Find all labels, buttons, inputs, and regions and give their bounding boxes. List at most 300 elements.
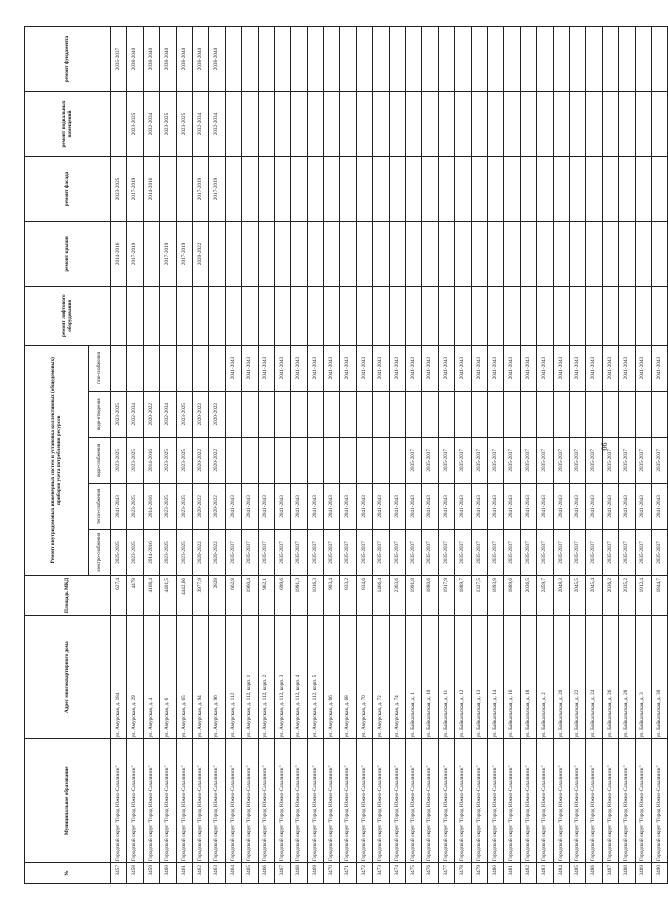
cell-number: 3457 [111, 863, 127, 884]
cell-gas: 2041-2043 [373, 345, 389, 391]
cell-municipality: Городской округ "Город Южно-Сахалинск" [274, 739, 290, 863]
cell-basement [438, 92, 454, 157]
table-row [651, 27, 667, 884]
cell-heating: 2041-2043 [635, 483, 651, 529]
cell-elevator [160, 286, 176, 345]
cell-elevator [406, 286, 422, 345]
cell-municipality: Городской округ "Город Южно-Сахалинск" [258, 739, 274, 863]
cell-heating: 2041-2043 [422, 483, 438, 529]
cell-facade [455, 156, 471, 221]
table-row [307, 27, 323, 884]
cell-number: 3483 [537, 863, 553, 884]
cell-address: ул. Амурская, д. 66 [324, 615, 340, 739]
cell-municipality: Городской округ "Город Южно-Сахалинск" [340, 739, 356, 863]
cell-water [225, 437, 241, 483]
cell-gas: 2041-2043 [258, 345, 274, 391]
cell-area: 4442,66 [176, 576, 192, 616]
cell-heating: 2041-2043 [487, 483, 503, 529]
cell-foundation [225, 27, 241, 92]
cell-facade [537, 156, 553, 221]
cell-water: 2035-2037 [553, 437, 569, 483]
cell-heating: 2041-2043 [520, 483, 536, 529]
table-row [127, 27, 143, 884]
cell-sewerage [537, 391, 553, 437]
cell-heating: 2023-2025 [127, 483, 143, 529]
cell-facade [258, 156, 274, 221]
table-row [619, 27, 635, 884]
col-header-area: Площадь МКД [25, 576, 111, 616]
table-row [553, 27, 569, 884]
cell-water: 2035-2037 [537, 437, 553, 483]
cell-number: 3477 [438, 863, 454, 884]
cell-number: 3463 [209, 863, 225, 884]
cell-facade [225, 156, 241, 221]
cell-water [373, 437, 389, 483]
cell-number: 3459 [143, 863, 159, 884]
cell-address: ул. Байкальская, д. 24 [586, 615, 602, 739]
cell-foundation [504, 27, 520, 92]
cell-basement: 2032-2034 [192, 92, 208, 157]
cell-area: 1991,8 [406, 576, 422, 616]
cell-sewerage: 2032-2034 [160, 391, 176, 437]
cell-sewerage: 2023-2025 [111, 391, 127, 437]
cell-foundation [553, 27, 569, 92]
cell-foundation [389, 27, 405, 92]
cell-area: 903,4 [324, 576, 340, 616]
cell-heating: 2041-2043 [553, 483, 569, 529]
cell-municipality: Городской округ "Город Южно-Сахалинск" [602, 739, 618, 863]
cell-foundation: 2038-2040 [176, 27, 192, 92]
cell-gas [127, 345, 143, 391]
cell-address: ул. Байкальская, д. 16 [504, 615, 520, 739]
cell-basement [225, 92, 241, 157]
cell-facade [242, 156, 258, 221]
cell-basement [291, 92, 307, 157]
col-header-municipality: Муниципальное образование [25, 739, 111, 863]
cell-address: ул. Байкальская, д. 28 [619, 615, 635, 739]
cell-address: ул. Байкальская, д. 1 [406, 615, 422, 739]
cell-water: 2035-2037 [520, 437, 536, 483]
cell-water: 2035-2037 [455, 437, 471, 483]
cell-electricity: 2035-2037 [619, 529, 635, 575]
cell-address: ул. Байкальская, д. 10 [422, 615, 438, 739]
cell-sewerage [619, 391, 635, 437]
cell-foundation: 2038-2040 [192, 27, 208, 92]
cell-water [356, 437, 372, 483]
cell-address: ул. Амурская, д. 70 [356, 615, 372, 739]
cell-address: ул. Байкальская, д. 22 [569, 615, 585, 739]
cell-electricity: 2020-2022 [192, 529, 208, 575]
cell-elevator [176, 286, 192, 345]
cell-water: 2035-2037 [651, 437, 667, 483]
cell-facade [619, 156, 635, 221]
cell-electricity: 2035-2037 [340, 529, 356, 575]
cell-roof [340, 221, 356, 286]
cell-sewerage [340, 391, 356, 437]
cell-roof [635, 221, 651, 286]
cell-area: 2363,6 [389, 576, 405, 616]
cell-address: ул. Амурская, д. 29 [127, 615, 143, 739]
table-row [176, 27, 192, 884]
cell-water: 2035-2037 [602, 437, 618, 483]
cell-area: 2048,3 [553, 576, 569, 616]
cell-heating: 2041-2043 [389, 483, 405, 529]
cell-area: 2828 [209, 576, 225, 616]
cell-electricity: 2035-2037 [258, 529, 274, 575]
cell-gas: 2041-2043 [242, 345, 258, 391]
cell-elevator [127, 286, 143, 345]
cell-water: 2023-2025 [176, 437, 192, 483]
cell-gas: 2041-2043 [602, 345, 618, 391]
cell-electricity: 2035-2037 [553, 529, 569, 575]
cell-address: ул. Амурская, д. 112, корп. 3 [274, 615, 290, 739]
table-row [356, 27, 372, 884]
cell-foundation [438, 27, 454, 92]
cell-electricity: 2023-2025 [176, 529, 192, 575]
cell-area: 662,8 [225, 576, 241, 616]
cell-municipality: Городской округ "Город Южно-Сахалинск" [111, 739, 127, 863]
cell-electricity: 2035-2037 [455, 529, 471, 575]
cell-roof: 2017-2019 [127, 221, 143, 286]
cell-facade [635, 156, 651, 221]
cell-electricity: 2035-2037 [651, 529, 667, 575]
cell-sewerage [635, 391, 651, 437]
cell-area: 3977,9 [192, 576, 208, 616]
cell-gas: 2041-2043 [553, 345, 569, 391]
cell-number: 3479 [471, 863, 487, 884]
cell-electricity: 2035-2037 [487, 529, 503, 575]
cell-roof [274, 221, 290, 286]
cell-number: 3474 [389, 863, 405, 884]
table-row [291, 27, 307, 884]
cell-sewerage: 2032-2034 [127, 391, 143, 437]
cell-foundation [471, 27, 487, 92]
cell-elevator [209, 286, 225, 345]
cell-area: 1960,4 [242, 576, 258, 616]
table-row [160, 27, 176, 884]
cell-basement: 2032-2034 [143, 92, 159, 157]
cell-sewerage: 2020-2022 [143, 391, 159, 437]
cell-municipality: Городской округ "Город Южно-Сахалинск" [242, 739, 258, 863]
cell-heating: 2041-2043 [471, 483, 487, 529]
cell-roof [520, 221, 536, 286]
cell-elevator [225, 286, 241, 345]
cell-roof [291, 221, 307, 286]
cell-heating: 2041-2043 [602, 483, 618, 529]
cell-basement [487, 92, 503, 157]
cell-sewerage [471, 391, 487, 437]
cell-electricity: 2035-2037 [422, 529, 438, 575]
cell-roof [651, 221, 667, 286]
cell-address: ул. Байкальская, д. 14 [487, 615, 503, 739]
cell-gas: 2041-2043 [422, 345, 438, 391]
table-row [504, 27, 520, 884]
cell-basement [602, 92, 618, 157]
cell-sewerage: 2023-2025 [176, 391, 192, 437]
cell-gas: 2041-2043 [651, 345, 667, 391]
cell-area: 627,4 [111, 576, 127, 616]
cell-facade [324, 156, 340, 221]
table-row [537, 27, 553, 884]
cell-number: 3478 [455, 863, 471, 884]
cell-gas: 2041-2043 [635, 345, 651, 391]
cell-heating: 2041-2043 [569, 483, 585, 529]
cell-elevator [291, 286, 307, 345]
cell-address: ул. Байкальская, д. 18 [520, 615, 536, 739]
cell-roof: 2014-2016 [111, 221, 127, 286]
cell-roof [258, 221, 274, 286]
cell-sewerage [553, 391, 569, 437]
cell-area: 1844,7 [651, 576, 667, 616]
cell-elevator [307, 286, 323, 345]
cell-address: ул. Амурская, д. 112 [225, 615, 241, 739]
cell-elevator [487, 286, 503, 345]
col-header-roof: ремонт крыши [25, 221, 111, 286]
cell-municipality: Городской округ "Город Южно-Сахалинск" [422, 739, 438, 863]
cell-municipality: Городской округ "Город Южно-Сахалинск" [160, 739, 176, 863]
cell-area: 2045,5 [569, 576, 585, 616]
cell-elevator [438, 286, 454, 345]
cell-gas: 2041-2043 [586, 345, 602, 391]
cell-municipality: Городской округ "Город Южно-Сахалинск" [143, 739, 159, 863]
cell-facade [307, 156, 323, 221]
cell-basement [324, 92, 340, 157]
cell-basement [586, 92, 602, 157]
cell-facade [586, 156, 602, 221]
cell-basement [307, 92, 323, 157]
cell-foundation [324, 27, 340, 92]
cell-facade [438, 156, 454, 221]
cell-gas: 2041-2043 [225, 345, 241, 391]
cell-roof [487, 221, 503, 286]
capital-repair-table [24, 26, 668, 884]
cell-water: 2023-2025 [160, 437, 176, 483]
cell-heating: 2041-2043 [438, 483, 454, 529]
table-row [274, 27, 290, 884]
cell-facade [389, 156, 405, 221]
cell-address: ул. Байкальская, д. 11 [438, 615, 454, 739]
cell-number: 3465 [242, 863, 258, 884]
cell-basement: 2023-2025 [160, 92, 176, 157]
cell-number: 3489 [635, 863, 651, 884]
cell-roof [553, 221, 569, 286]
cell-water: 2035-2037 [471, 437, 487, 483]
cell-area: 833,2 [340, 576, 356, 616]
cell-address: ул. Амурская, д. 72 [373, 615, 389, 739]
col-header-repair-group: Ремонт внутридомовых инженерных систем и установка коллективных (общедомовых) приборов учета потребления ресурсов [25, 345, 89, 576]
cell-sewerage [569, 391, 585, 437]
cell-electricity: 2035-2037 [520, 529, 536, 575]
cell-heating: 2041-2043 [242, 483, 258, 529]
cell-elevator [553, 286, 569, 345]
cell-number: 3469 [307, 863, 323, 884]
cell-heating: 2041-2043 [274, 483, 290, 529]
cell-sewerage [291, 391, 307, 437]
cell-facade [651, 156, 667, 221]
cell-facade: 2017-2019 [209, 156, 225, 221]
table-row [406, 27, 422, 884]
cell-roof [504, 221, 520, 286]
cell-elevator [619, 286, 635, 345]
cell-foundation [356, 27, 372, 92]
cell-heating: 2041-2043 [356, 483, 372, 529]
cell-address: ул. Байкальская, д. 12 [455, 615, 471, 739]
table-row [602, 27, 618, 884]
table-row [373, 27, 389, 884]
cell-number: 3490 [651, 863, 667, 884]
cell-roof [471, 221, 487, 286]
document-sheet [24, 26, 662, 884]
cell-sewerage [324, 391, 340, 437]
cell-heating: 2041-2043 [291, 483, 307, 529]
cell-area: 1327,5 [471, 576, 487, 616]
cell-address: ул. Байкальская, д. 26 [602, 615, 618, 739]
cell-gas: 2041-2043 [356, 345, 372, 391]
cell-address: ул. Амурская, д. 112, корп. 5 [307, 615, 323, 739]
cell-municipality: Городской округ "Город Южно-Сахалинск" [504, 739, 520, 863]
cell-basement [274, 92, 290, 157]
cell-area: 1889,7 [455, 576, 471, 616]
cell-address: ул. Амурская, д. 6 [160, 615, 176, 739]
cell-gas: 2041-2043 [569, 345, 585, 391]
cell-heating: 2041-2043 [373, 483, 389, 529]
table-row [520, 27, 536, 884]
cell-gas: 2041-2043 [471, 345, 487, 391]
cell-basement [242, 92, 258, 157]
cell-municipality: Городской округ "Город Южно-Сахалинск" [225, 739, 241, 863]
cell-electricity: 2035-2037 [274, 529, 290, 575]
cell-roof [242, 221, 258, 286]
cell-electricity: 2035-2037 [356, 529, 372, 575]
cell-elevator [422, 286, 438, 345]
cell-municipality: Городской округ "Город Южно-Сахалинск" [619, 739, 635, 863]
cell-elevator [520, 286, 536, 345]
cell-heating: 2023-2025 [176, 483, 192, 529]
cell-facade [373, 156, 389, 221]
cell-water: 2035-2037 [569, 437, 585, 483]
cell-foundation [635, 27, 651, 92]
cell-water: 2035-2037 [406, 437, 422, 483]
cell-elevator [356, 286, 372, 345]
cell-water [291, 437, 307, 483]
cell-water: 2020-2022 [209, 437, 225, 483]
cell-electricity: 2025-2025 [111, 529, 127, 575]
cell-municipality: Городской округ "Город Южно-Сахалинск" [406, 739, 422, 863]
cell-address: ул. Байкальская, д. 2 [537, 615, 553, 739]
cell-municipality: Городской округ "Город Южно-Сахалинск" [586, 739, 602, 863]
cell-heating: 2014-2016 [143, 483, 159, 529]
cell-foundation: 2038-2040 [209, 27, 225, 92]
cell-elevator [504, 286, 520, 345]
cell-area: 1889,6 [504, 576, 520, 616]
cell-gas: 2041-2043 [520, 345, 536, 391]
cell-roof [586, 221, 602, 286]
cell-elevator [274, 286, 290, 345]
cell-foundation: 2038-2040 [127, 27, 143, 92]
cell-gas [176, 345, 192, 391]
cell-electricity: 2035-2037 [307, 529, 323, 575]
cell-electricity: 2035-2037 [406, 529, 422, 575]
table-row [324, 27, 340, 884]
cell-number: 3480 [487, 863, 503, 884]
cell-number: 3485 [569, 863, 585, 884]
table-row [471, 27, 487, 884]
cell-gas [143, 345, 159, 391]
cell-sewerage [455, 391, 471, 437]
cell-address: ул. Байкальская, д. 20 [553, 615, 569, 739]
rotated-table-container [24, 26, 662, 884]
cell-elevator [455, 286, 471, 345]
cell-foundation [422, 27, 438, 92]
cell-water: 2014-2016 [143, 437, 159, 483]
cell-municipality: Городской округ "Город Южно-Сахалинск" [553, 739, 569, 863]
cell-facade [176, 156, 192, 221]
cell-electricity: 2035-2037 [569, 529, 585, 575]
cell-facade: 2014-2016 [143, 156, 159, 221]
cell-foundation [307, 27, 323, 92]
cell-basement [651, 92, 667, 157]
cell-elevator [143, 286, 159, 345]
cell-electricity: 2035-2037 [504, 529, 520, 575]
cell-gas [192, 345, 208, 391]
cell-number: 3466 [258, 863, 274, 884]
cell-heating: 2041-2043 [537, 483, 553, 529]
col-header-water: водо-снабжения [89, 437, 111, 483]
cell-heating: 2041-2043 [651, 483, 667, 529]
cell-heating: 2041-2043 [258, 483, 274, 529]
cell-facade: 2023-2025 [111, 156, 127, 221]
cell-foundation [340, 27, 356, 92]
cell-municipality: Городской округ "Город Южно-Сахалинск" [520, 739, 536, 863]
cell-electricity: 2035-2037 [389, 529, 405, 575]
cell-heating: 2041-2043 [324, 483, 340, 529]
cell-roof [406, 221, 422, 286]
cell-gas: 2041-2043 [274, 345, 290, 391]
cell-gas: 2041-2043 [406, 345, 422, 391]
cell-facade [274, 156, 290, 221]
cell-number: 3488 [619, 863, 635, 884]
cell-heating: 2023-2025 [160, 483, 176, 529]
cell-water: 2023-2025 [127, 437, 143, 483]
cell-water [258, 437, 274, 483]
cell-municipality: Городской округ "Город Южно-Сахалинск" [373, 739, 389, 863]
cell-sewerage: 2020-2022 [192, 391, 208, 437]
col-header-basement: ремонт подвальных помещений [25, 92, 111, 157]
cell-gas: 2041-2043 [537, 345, 553, 391]
cell-municipality: Городской округ "Город Южно-Сахалинск" [176, 739, 192, 863]
page-number: 90 [599, 442, 609, 451]
cell-area: 962,1 [258, 576, 274, 616]
cell-heating: 2041-2043 [504, 483, 520, 529]
cell-electricity: 2035-2037 [602, 529, 618, 575]
cell-heating: 2041-2043 [225, 483, 241, 529]
cell-electricity: 2023-2025 [127, 529, 143, 575]
cell-municipality: Городской округ "Город Южно-Сахалинск" [127, 739, 143, 863]
cell-roof: 2020-2022 [192, 221, 208, 286]
cell-area: 1991,3 [291, 576, 307, 616]
cell-foundation [651, 27, 667, 92]
cell-roof [209, 221, 225, 286]
cell-roof [422, 221, 438, 286]
table-row [258, 27, 274, 884]
cell-municipality: Городской округ "Город Южно-Сахалинск" [537, 739, 553, 863]
col-header-num: № [25, 863, 111, 884]
cell-municipality: Городской округ "Город Южно-Сахалинск" [471, 739, 487, 863]
col-header-address: Адрес многоквартирного дома [25, 615, 111, 739]
cell-sewerage [520, 391, 536, 437]
table-row [455, 27, 471, 884]
col-header-sewerage: водо-отведения [89, 391, 111, 437]
